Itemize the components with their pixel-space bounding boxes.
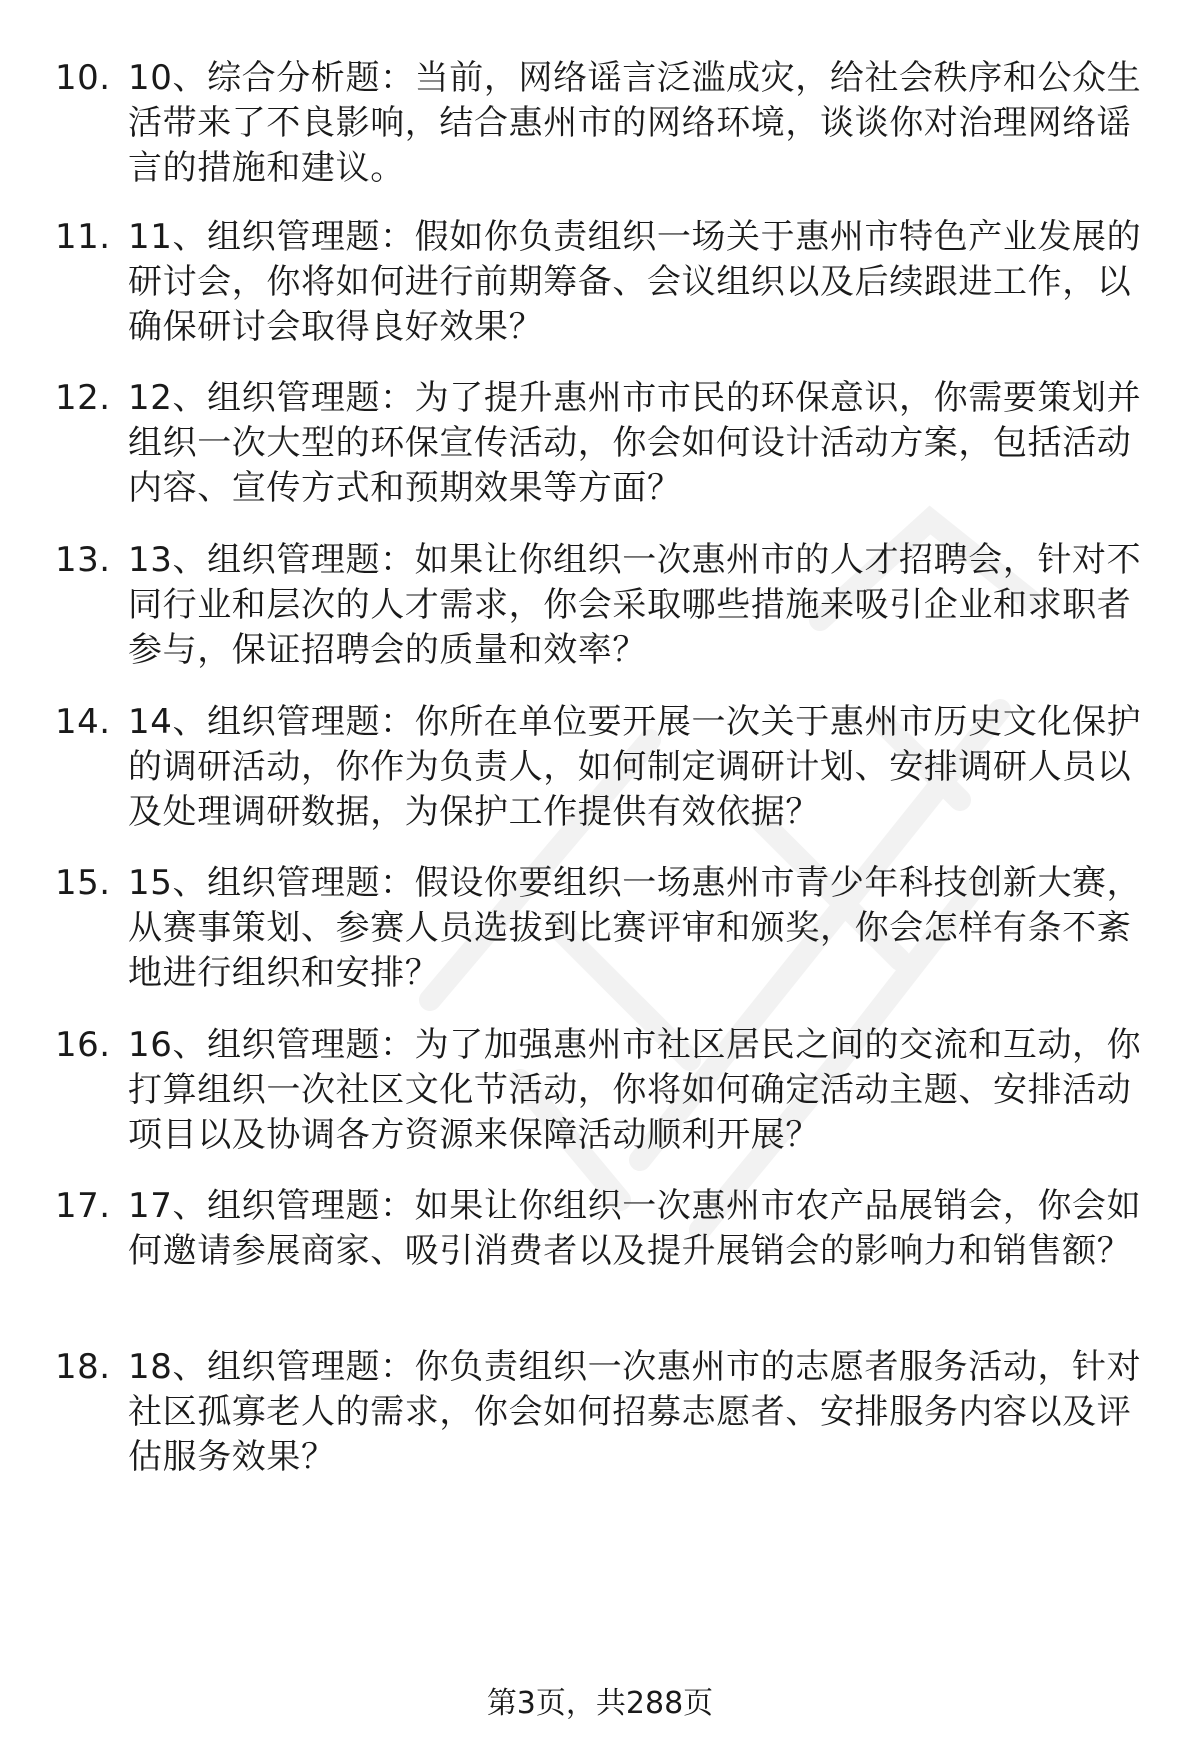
question-number: 11.: [55, 217, 111, 257]
question-number: 15.: [55, 863, 111, 903]
page-number: 第3页，共288页: [486, 1686, 714, 1721]
question-text: 16、组织管理题：为了加强惠州市社区居民之间的交流和互动，你打算组织一次社区文化节活动，你将如何确定活动主题、安排活动项目以及协调各方资源来保障活动顺利开展？: [128, 1025, 1142, 1155]
question-number: 18.: [55, 1347, 111, 1387]
question-number: 13.: [55, 540, 111, 580]
question-text: 12、组织管理题：为了提升惠州市市民的环保意识，你需要策划并组织一次大型的环保宣传活动，你会如何设计活动方案，包括活动内容、宣传方式和预期效果等方面？: [128, 378, 1142, 508]
question-number: 10.: [55, 58, 111, 98]
question-number: 17.: [55, 1186, 111, 1226]
question-number: 16.: [55, 1025, 111, 1065]
question-text: 13、组织管理题：如果让你组织一次惠州市的人才招聘会，针对不同行业和层次的人才需求，你会采取哪些措施来吸引企业和求职者参与，保证招聘会的质量和效率？: [128, 540, 1142, 670]
question-text: 14、组织管理题：你所在单位要开展一次关于惠州市历史文化保护的调研活动，你作为负责人，如何制定调研计划、安排调研人员以及处理调研数据，为保护工作提供有效依据？: [128, 702, 1142, 832]
question-text: 18、组织管理题：你负责组织一次惠州市的志愿者服务活动，针对社区孤寡老人的需求，你会如何招募志愿者、安排服务内容以及评估服务效果？: [128, 1347, 1142, 1477]
question-text: 11、组织管理题：假如你负责组织一场关于惠州市特色产业发展的研讨会，你将如何进行前期筹备、会议组织以及后续跟进工作，以确保研讨会取得良好效果？: [128, 217, 1142, 347]
question-number: 12.: [55, 378, 111, 418]
question-text: 17、组织管理题：如果让你组织一次惠州市农产品展销会，你会如何邀请参展商家、吸引消费者以及提升展销会的影响力和销售额？: [128, 1186, 1142, 1271]
question-text: 10、综合分析题：当前，网络谣言泛滥成灾，给社会秩序和公众生活带来了不良影响，结合惠州市的网络环境，谈谈你对治理网络谣言的措施和建议。: [128, 58, 1142, 188]
question-number: 14.: [55, 702, 111, 742]
question-text: 15、组织管理题：假设你要组织一场惠州市青少年科技创新大赛，从赛事策划、参赛人员选拔到比赛评审和颁奖，你会怎样有条不紊地进行组织和安排？: [128, 863, 1142, 993]
